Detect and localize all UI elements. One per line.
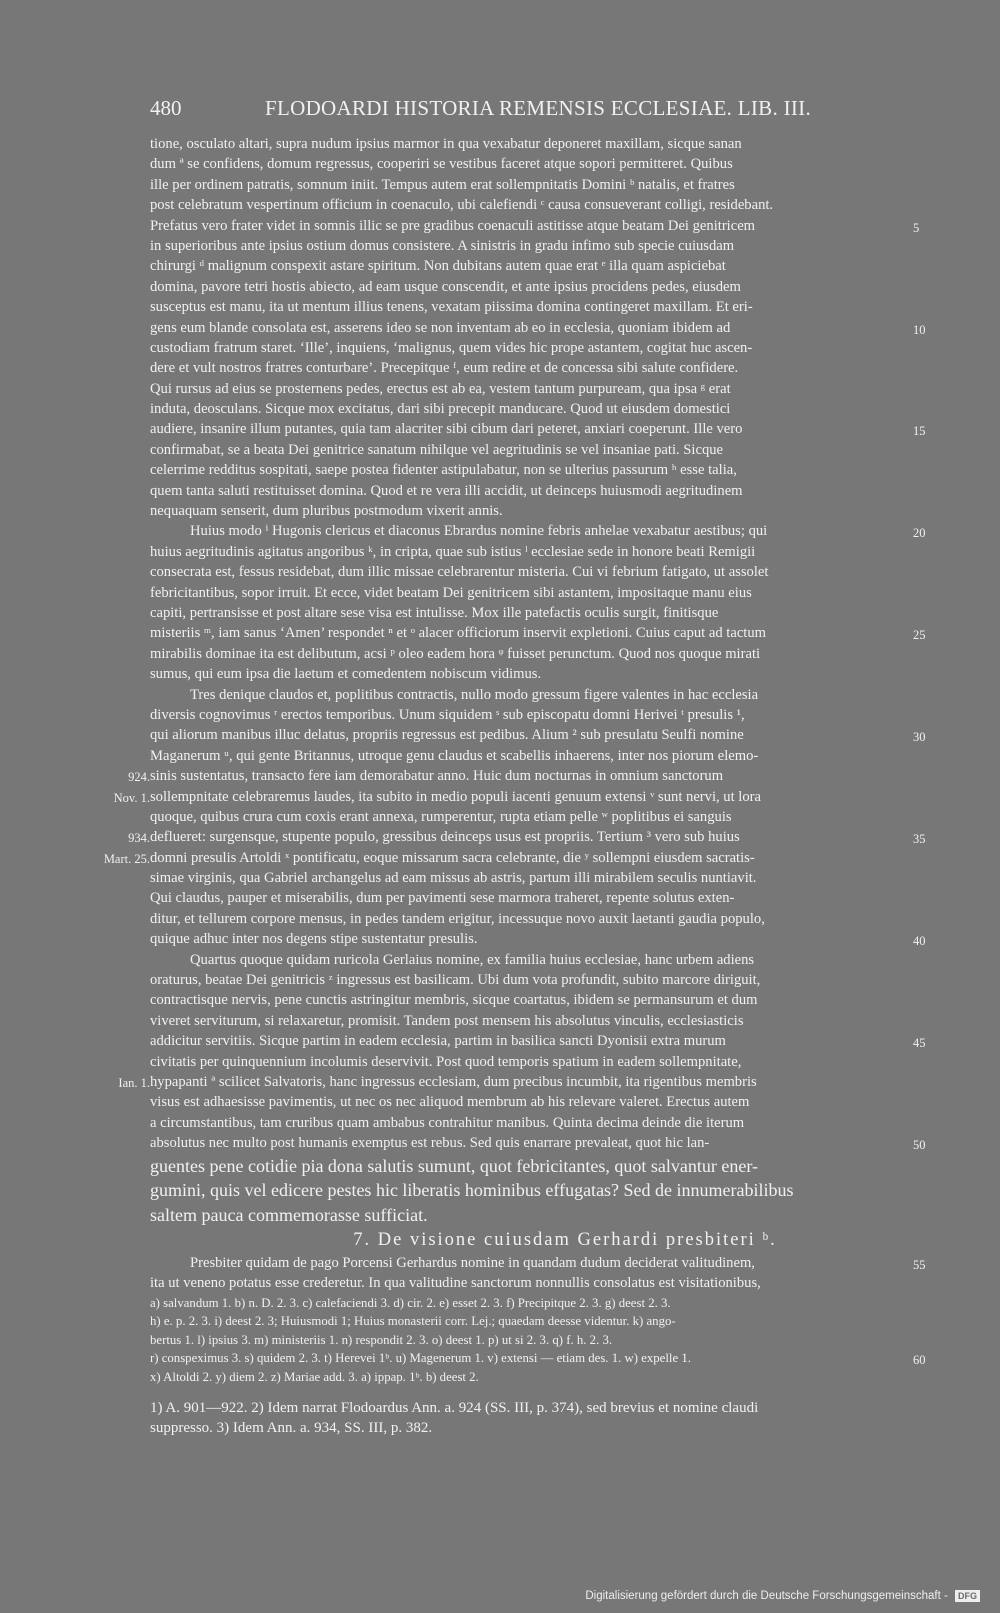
- line-number: 10: [913, 322, 926, 337]
- text-line: [150, 1113, 930, 1133]
- source-note-line: [150, 1418, 910, 1438]
- text-line: [150, 501, 930, 521]
- text-line: [150, 460, 930, 480]
- text-line-text: diversis cognovimus ʳ erectos temporibus. Unum siquidem ˢ sub episcopatu domni Herivei ᵗ presulis ¹,: [150, 706, 745, 723]
- footnote-line-text: a) salvandum 1. b) n. D. 2. 3. c) calefaciendi 3. d) cir. 2. e) esset 2. 3. f) Precipitque 2. 3. g) deest 2. 3.: [150, 1296, 671, 1310]
- text-line-text: civitatis per quinquennium incolumis deservivit. Post quod temporis spatium in eadem sollempnitate,: [150, 1053, 742, 1070]
- page-header: [150, 96, 910, 126]
- footnote-line: [150, 1312, 930, 1330]
- text-line-text: mirabilis dominae ita est delibutum, acsi ᵖ oleo eadem hora ᵠ fuisset perunctum. Quod nos quoque mirati: [150, 645, 761, 662]
- text-line-text: sollempnitate celebraremus laudes, ita subito in medio populi iacenti genuum extensi ᵛ sunt nervi, ut lora: [150, 788, 761, 805]
- text-line-text: Qui rursus ad eius se prosternens pedes, erectus est ab ea, vestem tantum purpuream, qua ipsa ᵍ erat: [150, 380, 731, 397]
- text-line: [150, 379, 930, 399]
- text-line: [150, 542, 930, 562]
- text-line: [150, 950, 930, 970]
- text-line: [150, 134, 930, 154]
- source-notes: [150, 1398, 910, 1439]
- line-number: 55: [913, 1258, 926, 1273]
- text-line: [150, 1052, 930, 1072]
- text-line-text: custodiam fratrum staret. ‘Ille’, inquiens, ‘malignus, quem vides hic prope astantem, cogitat huc ascen-: [150, 339, 753, 356]
- text-line: [150, 909, 930, 929]
- text-line-text: Tres denique claudos et, poplitibus contractis, nullo modo gressum figere valentes in hac ecclesia: [190, 686, 759, 703]
- line-number: 15: [913, 424, 926, 439]
- text-line-text: celerrime redditus sospitati, saepe postea fidenter astipulabatur, non se ulterius passurum ʰ esse talia,: [150, 462, 737, 479]
- text-line-text: domina, pavore tetri hostis abiecto, ad eam usque conscendit, et ante ipsius procidens pedes, eiusdem: [150, 278, 741, 295]
- text-line: [150, 644, 930, 664]
- text-line: [150, 1178, 930, 1203]
- text-line: [150, 318, 930, 338]
- text-line-text: domni presulis Artoldi ˣ pontificatu, eoque missarum sacra celebrante, die ʸ sollempni eiusdem sacratis-: [150, 849, 755, 866]
- text-line: [150, 868, 930, 888]
- text-line: [128, 766, 930, 786]
- line-number: 60: [913, 1353, 926, 1368]
- margin-date: [114, 788, 150, 808]
- text-line: [150, 562, 930, 582]
- source-note-line: [150, 1398, 910, 1418]
- section-heading-text: 7. De visione cuiusdam Gerhardi presbiteri ᵇ.: [353, 1230, 777, 1251]
- text-line-text: hypapanti ª scilicet Salvatoris, hanc ingressus ecclesiam, dum precibus incumbit, ita rigentibus membris: [150, 1073, 757, 1090]
- text-line: [150, 1031, 930, 1051]
- text-line-text: post celebratum vespertinum officium in coenaculo, ubi calefiendi ᶜ causa consueverant colligi, residebant.: [150, 197, 774, 214]
- margin-date: [128, 767, 150, 787]
- text-line: [150, 419, 930, 439]
- text-line-text: Qui claudus, pauper et miserabilis, dum per pavimenti sese marmora traheret, repente solutus exten-: [150, 890, 735, 907]
- text-line-text: visus est adhaesisse pavimentis, ut nec os nec aliquod membrum ab his relevare valeret. Erectus autem: [150, 1094, 750, 1111]
- text-line-text: absolutus nec multo post humanis exemptus est rebus. Sed quis enarrare prevaleat, quot hic lan-: [150, 1135, 710, 1152]
- line-number: 25: [913, 628, 926, 643]
- text-line-text: audiere, insanire illum putantes, quia tam alacriter sibi cibum dari peteret, anxiari coeperunt. Ille vero: [150, 421, 743, 438]
- main-text: [103, 134, 930, 1294]
- critical-apparatus: [150, 1294, 930, 1386]
- text-line-text: quique adhuc inter nos degens stipe sustentatur presulis.: [150, 931, 478, 948]
- line-number: 30: [913, 730, 926, 745]
- text-line-text: misteriis ᵐ, iam sanus ‘Amen’ respondet ⁿ et ᵒ alacer officiorum inservit expletioni. Cuius caput ad tactum: [150, 625, 767, 642]
- text-line: [150, 807, 930, 827]
- text-line: [150, 1133, 930, 1153]
- text-line-text: Huius modo ⁱ Hugonis clericus et diaconus Ebrardus nomine febris anhelae vexabatur aestibus; qui: [190, 523, 768, 540]
- text-line: [150, 685, 930, 705]
- footnote-line: [150, 1294, 930, 1312]
- text-line-text: oraturus, beatae Dei genitricis ᶻ ingressus est basilicam. Ubi dum vota profundit, subito marcore diriguit,: [150, 972, 761, 989]
- text-line: [150, 990, 930, 1010]
- text-line: [150, 746, 930, 766]
- text-line: [150, 1203, 930, 1228]
- text-line: [150, 888, 930, 908]
- text-line-text: in superioribus ante ipsius ostium domus consistere. A sinistris in gradu infimo sub specie cuiusdam: [150, 237, 735, 254]
- text-line-text: guentes pene cotidie pia dona salutis sumunt, quot febricitantes, quot salvantur ener-: [150, 1155, 758, 1176]
- text-line: [150, 1011, 930, 1031]
- text-line: [150, 195, 930, 215]
- text-line-text: Maganerum ᵘ, qui gente Britannus, utroque genu claudus et scabellis inhaerens, inter nos piorum elemo-: [150, 747, 759, 764]
- digitization-credit: [585, 1590, 980, 1602]
- text-line-text: ille per ordinem patratis, somnum iniit. Tempus autem erat sollempnitatis Domini ᵇ natalis, et fratres: [150, 176, 735, 193]
- text-line-text: gumini, quis vel edicere pestes hic liberatis hominibus effugatas? Sed de innumerabilibus: [150, 1180, 794, 1201]
- footnote-line: [150, 1349, 930, 1367]
- line-number: 45: [913, 1036, 926, 1051]
- text-line-text: simae virginis, qua Gabriel archangelus ad eam missus ab astris, partum illi mirabilem seculis nuntiavit.: [150, 870, 757, 887]
- text-line-text: Quartus quoque quidam ruricola Gerlaius nomine, ex familia huius ecclesiae, hanc urbem adiens: [190, 951, 755, 968]
- text-line: [150, 664, 930, 684]
- text-line-text: nequaquam senserit, dum pluribus postmodum vixerit annis.: [150, 503, 503, 520]
- text-line: [128, 827, 930, 847]
- text-line: [150, 338, 930, 358]
- text-line: [150, 1154, 930, 1179]
- text-line: [150, 216, 930, 236]
- line-number: 20: [913, 526, 926, 541]
- text-line: [150, 970, 930, 990]
- text-line-text: contractisque nervis, pene cunctis astringitur membris, sicque coartatus, ibidem se permansurum et dum: [150, 992, 758, 1009]
- text-line-text: tione, osculato altari, supra nudum ipsius marmor in qua vexabatur deponeret maxillam, sicque sanan: [150, 136, 742, 152]
- text-line-text: addicitur servitiis. Sicque partim in eadem ecclesia, partim in basilica sancti Dyonisii extra murum: [150, 1033, 726, 1050]
- text-line-text: quem tanta saluti restituisset domina. Quod et re vera illi accidit, ut deinceps huiusmodi aegritudinem: [150, 482, 743, 499]
- line-number: 50: [913, 1138, 926, 1153]
- text-line: [150, 236, 930, 256]
- running-title: FLODOARDI HISTORIA REMENSIS ECCLESIAE. LIB. III.: [265, 96, 812, 120]
- text-line: [150, 521, 930, 541]
- text-line: [150, 297, 930, 317]
- margin-date: [128, 828, 150, 848]
- text-line: [150, 358, 930, 378]
- margin-date-text: Nov. 1.: [113, 790, 150, 805]
- text-line: [150, 603, 930, 623]
- line-number: 35: [913, 832, 926, 847]
- text-line: [118, 1072, 930, 1092]
- text-line: [150, 481, 930, 501]
- line-number: 5: [913, 220, 920, 235]
- text-line-text: capiti, pertransisse et post altare sese visa est intulisse. Mox ille patefactis oculis surgit, finitisque: [150, 604, 719, 621]
- text-line: [150, 175, 930, 195]
- footnote-line-text: bertus 1. l) ipsius 3. m) ministeriis 1. n) respondit 2. 3. o) deest 1. p) ut si 2. 3. q) f. h. 2. 3.: [150, 1332, 613, 1347]
- source-note-line-text: 1) A. 901—922. 2) Idem narrat Flodoardus Ann. a. 924 (SS. III, p. 374), sed brevius et nomine claudi: [150, 1400, 759, 1416]
- text-line: [103, 848, 930, 868]
- page-number: 480: [150, 96, 182, 120]
- text-line-text: consecrata est, fessus residebat, dum illic missae celebrarentur misteria. Cui vi febrium fatigato, ut assolet: [150, 564, 769, 581]
- margin-date-text: Mart. 25.: [103, 851, 150, 866]
- footnote-line: [150, 1368, 930, 1386]
- text-line-text: induta, deosculans. Sicque mox excitatus, dari sibi precepit manducare. Quod ut eiusdem domestici: [150, 401, 731, 418]
- footnote-line-text: r) conspeximus 3. s) quidem 2. 3. t) Herevei 1ᵇ. u) Magenerum 1. v) extensi — etiam des. 1. w) expelle 1.: [150, 1351, 691, 1366]
- text-line: [150, 1092, 930, 1112]
- text-line: [150, 623, 930, 643]
- text-line-text: ditur, et tellurem corpore mensus, in pedes tandem erigitur, incessuque novo auxit laetanti gaudia populo,: [150, 910, 765, 927]
- text-line: [150, 705, 930, 725]
- text-line-text: sinis sustentatus, transacto fere iam demorabatur anno. Huic dum nocturnas in omnium sanctorum: [150, 768, 724, 785]
- text-line-text: chirurgi ᵈ malignum conspexit astare spiritum. Non dubitans autem quae erat ᵉ illa quam aspiciebat: [150, 258, 726, 275]
- text-line-text: huius aegritudinis agitatus angoribus ᵏ, in cripta, quae sub istius ˡ ecclesiae sede in honore beati Remigii: [150, 543, 756, 560]
- text-line-text: viveret serviturum, si relaxaretur, promisit. Tandem post mensem his absolutus vinculis, ecclesiasticis: [150, 1012, 744, 1029]
- text-line: [150, 1273, 930, 1293]
- text-line-text: dum ª se confidens, domum regressus, cooperiri se vestibus faceret atque sopori permitteret. Quibus: [150, 156, 733, 173]
- text-line-text: dere et vult nostros fratres conturbare’. Precepitque ᶠ, eum redire et de concessa sibi salute confidere.: [150, 360, 739, 377]
- text-line-text: ita ut veneno potatus esse crederetur. In qua valitudine sanctorum nonnullis consolatus est visitationibus,: [150, 1275, 761, 1292]
- text-line: [150, 399, 930, 419]
- section-heading: [150, 1227, 930, 1253]
- margin-date-text: 934.: [128, 831, 150, 846]
- margin-date-text: Ian. 1.: [118, 1075, 150, 1090]
- line-number: 40: [913, 934, 926, 949]
- text-line: [150, 725, 930, 745]
- text-line: [113, 787, 930, 807]
- footnote-line-text: h) e. p. 2. 3. i) deest 2. 3; Huiusmodi 1; Huius monasterii corr. Lej.; quaedam deesse videntur. k) ango-: [150, 1314, 676, 1329]
- text-line: [150, 256, 930, 276]
- text-line: [150, 929, 930, 949]
- text-line: [150, 1253, 930, 1273]
- text-line: [150, 440, 930, 460]
- footnote-line-text: x) Altoldi 2. y) diem 2. z) Mariae add. 3. a) ippap. 1ᵇ. b) deest 2.: [150, 1369, 479, 1384]
- text-line-text: quoque, quibus crura cum coxis erant annexa, rumperentur, rupta etiam pelle ʷ poplitibus ei sanguis: [150, 808, 732, 825]
- text-line: [150, 583, 930, 603]
- text-line-text: qui aliorum manibus illuc delatus, propriis regressus est pedibus. Alium ² sub presulatu Seulfi nomine: [150, 727, 744, 744]
- text-line-text: Presbiter quidam de pago Porcensi Gerhardus nomine in quandam dudum deciderat valitudinem,: [190, 1255, 755, 1272]
- text-line-text: saltem pauca commemorasse sufficiat.: [150, 1204, 428, 1225]
- margin-date-text: 924.: [128, 770, 150, 785]
- text-line-text: deflueret: surgensque, stupente populo, gressibus deinceps usus est propriis. Tertium ³ vero sub huius: [150, 829, 740, 846]
- margin-date: [118, 1073, 150, 1093]
- credit-text: Digitalisierung gefördert durch die Deutsche Forschungsgemeinschaft -: [585, 1590, 948, 1603]
- text-line: [150, 277, 930, 297]
- text-line-text: susceptus est manu, ita ut mentum illius tenens, vexatam piissima domina contingeret maxillam. Et eri-: [150, 299, 753, 316]
- footnote-line: [150, 1331, 930, 1349]
- text-line-text: a circumstantibus, tam cruribus quam ambabus contrahitur manibus. Quinta decima deinde die iterum: [150, 1114, 745, 1131]
- text-line-text: confirmabat, se a beata Dei genitrice sanatum nihilque vel aegritudinis se vel insaniae pati. Sicque: [150, 441, 724, 458]
- text-line-text: sumus, qui eum ipsa die laetum et comedentem nobiscum vidimus.: [150, 666, 542, 683]
- margin-date: [104, 849, 150, 869]
- source-note-line-text: suppresso. 3) Idem Ann. a. 934, SS. III, p. 382.: [150, 1420, 433, 1437]
- text-line-text: Prefatus vero frater videt in somnis illic se pre gradibus coenaculi astitisse atque beatam Dei genitricem: [150, 217, 756, 234]
- dfg-logo: DFG: [955, 1590, 980, 1602]
- text-line-text: febricitantibus, sopor irruit. Et ecce, videt beatam Dei genitricem sibi astantem, impositaque manu eius: [150, 584, 752, 601]
- text-line-text: gens eum blande consolata est, asserens ideo se non inventam ab eo in ecclesia, quoniam ibidem ad: [150, 319, 731, 336]
- text-line: [150, 154, 930, 174]
